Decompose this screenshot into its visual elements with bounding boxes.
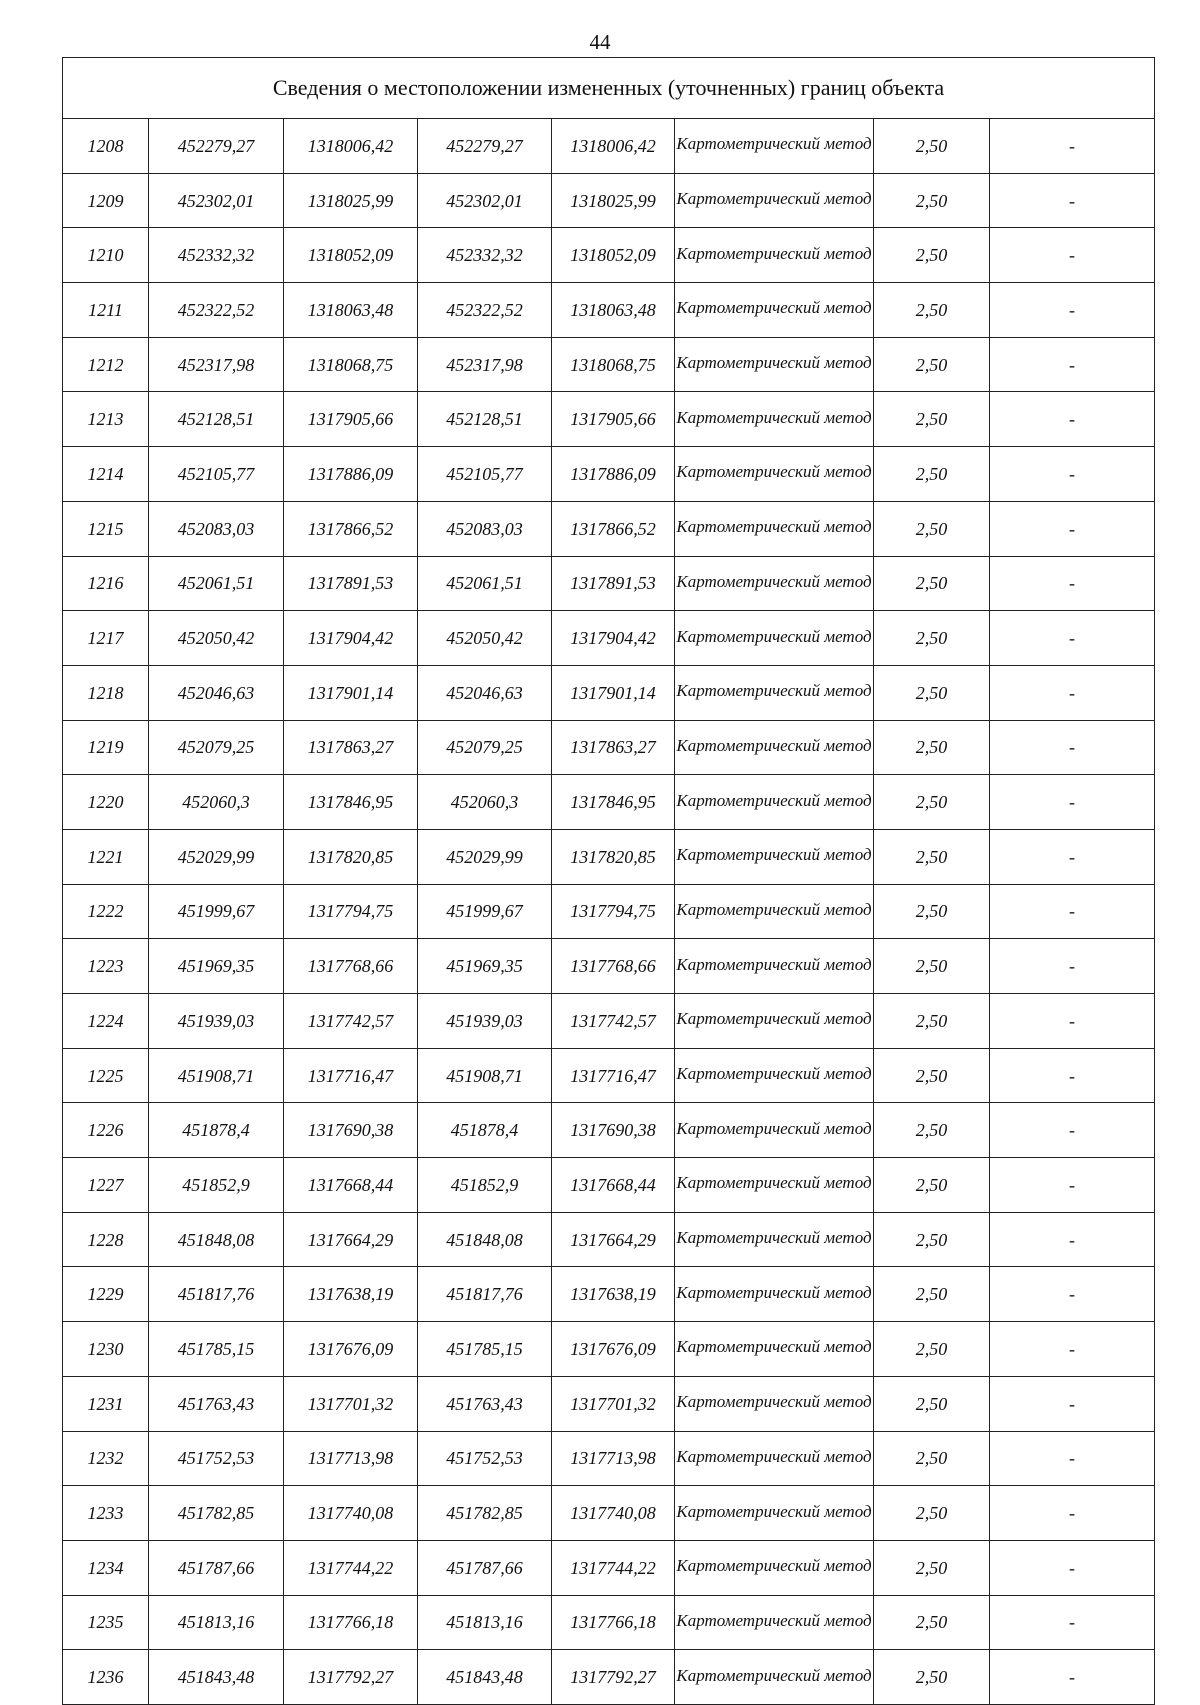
existing-x-cell: 451852,9 <box>149 1158 284 1213</box>
description-cell: - <box>990 1048 1155 1103</box>
point-number-cell: 1220 <box>63 775 149 830</box>
existing-y-cell: 1317768,66 <box>284 939 418 994</box>
refined-y-cell: 1318052,09 <box>552 228 675 283</box>
refined-x-cell: 452061,51 <box>418 556 552 611</box>
existing-x-cell: 451999,67 <box>149 884 284 939</box>
refined-y-cell: 1317905,66 <box>552 392 675 447</box>
existing-y-cell: 1317901,14 <box>284 665 418 720</box>
existing-x-cell: 451752,53 <box>149 1431 284 1486</box>
accuracy-cell: 2,50 <box>874 994 990 1049</box>
method-cell: Картометрический метод <box>675 447 874 502</box>
method-cell: Картометрический метод <box>675 1267 874 1322</box>
method-cell: Картометрический метод <box>675 228 874 283</box>
description-cell: - <box>990 1650 1155 1705</box>
existing-x-cell: 452083,03 <box>149 501 284 556</box>
method-cell: Картометрический метод <box>675 611 874 666</box>
existing-x-cell: 451817,76 <box>149 1267 284 1322</box>
description-cell: - <box>990 720 1155 775</box>
method-cell: Картометрический метод <box>675 939 874 994</box>
method-cell: Картометрический метод <box>675 1595 874 1650</box>
point-number-cell: 1226 <box>63 1103 149 1158</box>
refined-x-cell: 452317,98 <box>418 337 552 392</box>
point-number-cell: 1208 <box>63 119 149 174</box>
refined-y-cell: 1317716,47 <box>552 1048 675 1103</box>
existing-x-cell: 451782,85 <box>149 1486 284 1541</box>
description-cell: - <box>990 939 1155 994</box>
table-row <box>63 501 1155 556</box>
point-number-cell: 1213 <box>63 392 149 447</box>
description-cell: - <box>990 392 1155 447</box>
description-cell: - <box>990 994 1155 1049</box>
table-row <box>63 447 1155 502</box>
accuracy-cell: 2,50 <box>874 501 990 556</box>
table-row <box>63 884 1155 939</box>
existing-y-cell: 1317905,66 <box>284 392 418 447</box>
existing-x-cell: 452279,27 <box>149 119 284 174</box>
existing-y-cell: 1317792,27 <box>284 1650 418 1705</box>
existing-y-cell: 1317766,18 <box>284 1595 418 1650</box>
table-row <box>63 283 1155 338</box>
method-cell: Картометрический метод <box>675 556 874 611</box>
refined-y-cell: 1318068,75 <box>552 337 675 392</box>
table-row <box>63 556 1155 611</box>
method-cell: Картометрический метод <box>675 119 874 174</box>
refined-x-cell: 451782,85 <box>418 1486 552 1541</box>
refined-y-cell: 1318063,48 <box>552 283 675 338</box>
description-cell: - <box>990 173 1155 228</box>
existing-x-cell: 452046,63 <box>149 665 284 720</box>
refined-y-cell: 1317713,98 <box>552 1431 675 1486</box>
refined-x-cell: 452322,52 <box>418 283 552 338</box>
existing-y-cell: 1317716,47 <box>284 1048 418 1103</box>
existing-x-cell: 452128,51 <box>149 392 284 447</box>
method-cell: Картометрический метод <box>675 775 874 830</box>
existing-x-cell: 452079,25 <box>149 720 284 775</box>
accuracy-cell: 2,50 <box>874 1650 990 1705</box>
refined-x-cell: 451969,35 <box>418 939 552 994</box>
existing-y-cell: 1317664,29 <box>284 1212 418 1267</box>
table-row <box>63 1376 1155 1431</box>
existing-y-cell: 1318052,09 <box>284 228 418 283</box>
description-cell: - <box>990 775 1155 830</box>
existing-x-cell: 451969,35 <box>149 939 284 994</box>
method-cell: Картометрический метод <box>675 1486 874 1541</box>
description-cell: - <box>990 1431 1155 1486</box>
refined-y-cell: 1317638,19 <box>552 1267 675 1322</box>
point-number-cell: 1214 <box>63 447 149 502</box>
refined-y-cell: 1317766,18 <box>552 1595 675 1650</box>
refined-x-cell: 452079,25 <box>418 720 552 775</box>
refined-x-cell: 452302,01 <box>418 173 552 228</box>
accuracy-cell: 2,50 <box>874 1431 990 1486</box>
refined-x-cell: 451785,15 <box>418 1322 552 1377</box>
existing-x-cell: 451785,15 <box>149 1322 284 1377</box>
point-number-cell: 1232 <box>63 1431 149 1486</box>
point-number-cell: 1227 <box>63 1158 149 1213</box>
refined-y-cell: 1317901,14 <box>552 665 675 720</box>
point-number-cell: 1225 <box>63 1048 149 1103</box>
accuracy-cell: 2,50 <box>874 337 990 392</box>
existing-x-cell: 451843,48 <box>149 1650 284 1705</box>
point-number-cell: 1235 <box>63 1595 149 1650</box>
refined-y-cell: 1317886,09 <box>552 447 675 502</box>
refined-y-cell: 1317676,09 <box>552 1322 675 1377</box>
existing-x-cell: 451878,4 <box>149 1103 284 1158</box>
table-row <box>63 994 1155 1049</box>
table-body <box>63 58 1155 1705</box>
refined-x-cell: 451763,43 <box>418 1376 552 1431</box>
method-cell: Картометрический метод <box>675 829 874 884</box>
description-cell: - <box>990 1103 1155 1158</box>
accuracy-cell: 2,50 <box>874 939 990 994</box>
point-number-cell: 1218 <box>63 665 149 720</box>
method-cell: Картометрический метод <box>675 173 874 228</box>
description-cell: - <box>990 1540 1155 1595</box>
existing-x-cell: 452061,51 <box>149 556 284 611</box>
refined-x-cell: 452105,77 <box>418 447 552 502</box>
existing-x-cell: 452322,52 <box>149 283 284 338</box>
refined-x-cell: 451843,48 <box>418 1650 552 1705</box>
refined-y-cell: 1317891,53 <box>552 556 675 611</box>
table-row <box>63 665 1155 720</box>
existing-y-cell: 1317886,09 <box>284 447 418 502</box>
table-row <box>63 1650 1155 1705</box>
boundary-coordinates-table <box>62 57 1155 1705</box>
refined-y-cell: 1317866,52 <box>552 501 675 556</box>
refined-x-cell: 452083,03 <box>418 501 552 556</box>
point-number-cell: 1221 <box>63 829 149 884</box>
existing-y-cell: 1317690,38 <box>284 1103 418 1158</box>
refined-y-cell: 1317701,32 <box>552 1376 675 1431</box>
refined-x-cell: 451878,4 <box>418 1103 552 1158</box>
table-row <box>63 1595 1155 1650</box>
existing-y-cell: 1317891,53 <box>284 556 418 611</box>
existing-y-cell: 1317863,27 <box>284 720 418 775</box>
refined-y-cell: 1317768,66 <box>552 939 675 994</box>
description-cell: - <box>990 884 1155 939</box>
accuracy-cell: 2,50 <box>874 1322 990 1377</box>
accuracy-cell: 2,50 <box>874 1376 990 1431</box>
refined-y-cell: 1317846,95 <box>552 775 675 830</box>
description-cell: - <box>990 283 1155 338</box>
description-cell: - <box>990 1376 1155 1431</box>
accuracy-cell: 2,50 <box>874 1158 990 1213</box>
description-cell: - <box>990 1212 1155 1267</box>
refined-y-cell: 1318006,42 <box>552 119 675 174</box>
point-number-cell: 1234 <box>63 1540 149 1595</box>
method-cell: Картометрический метод <box>675 283 874 338</box>
refined-y-cell: 1317742,57 <box>552 994 675 1049</box>
existing-y-cell: 1317904,42 <box>284 611 418 666</box>
refined-x-cell: 451848,08 <box>418 1212 552 1267</box>
refined-x-cell: 452050,42 <box>418 611 552 666</box>
table-row <box>63 1158 1155 1213</box>
table-row <box>63 173 1155 228</box>
table-title: Сведения о местоположении измененных (уточненных) границ объекта <box>63 58 1155 119</box>
refined-x-cell: 452332,32 <box>418 228 552 283</box>
point-number-cell: 1209 <box>63 173 149 228</box>
accuracy-cell: 2,50 <box>874 1212 990 1267</box>
description-cell: - <box>990 119 1155 174</box>
method-cell: Картометрический метод <box>675 1212 874 1267</box>
accuracy-cell: 2,50 <box>874 173 990 228</box>
existing-x-cell: 452029,99 <box>149 829 284 884</box>
accuracy-cell: 2,50 <box>874 447 990 502</box>
table-row <box>63 1540 1155 1595</box>
refined-x-cell: 452046,63 <box>418 665 552 720</box>
method-cell: Картометрический метод <box>675 1322 874 1377</box>
method-cell: Картометрический метод <box>675 994 874 1049</box>
accuracy-cell: 2,50 <box>874 392 990 447</box>
accuracy-cell: 2,50 <box>874 1103 990 1158</box>
point-number-cell: 1236 <box>63 1650 149 1705</box>
accuracy-cell: 2,50 <box>874 829 990 884</box>
existing-x-cell: 451848,08 <box>149 1212 284 1267</box>
refined-y-cell: 1317664,29 <box>552 1212 675 1267</box>
existing-y-cell: 1317742,57 <box>284 994 418 1049</box>
description-cell: - <box>990 1595 1155 1650</box>
description-cell: - <box>990 228 1155 283</box>
table-row <box>63 337 1155 392</box>
refined-x-cell: 451813,16 <box>418 1595 552 1650</box>
accuracy-cell: 2,50 <box>874 119 990 174</box>
accuracy-cell: 2,50 <box>874 1540 990 1595</box>
refined-x-cell: 452128,51 <box>418 392 552 447</box>
existing-y-cell: 1318006,42 <box>284 119 418 174</box>
point-number-cell: 1219 <box>63 720 149 775</box>
existing-x-cell: 451787,66 <box>149 1540 284 1595</box>
existing-x-cell: 452105,77 <box>149 447 284 502</box>
table-row <box>63 392 1155 447</box>
method-cell: Картометрический метод <box>675 1048 874 1103</box>
point-number-cell: 1233 <box>63 1486 149 1541</box>
method-cell: Картометрический метод <box>675 501 874 556</box>
existing-y-cell: 1317744,22 <box>284 1540 418 1595</box>
point-number-cell: 1212 <box>63 337 149 392</box>
description-cell: - <box>990 337 1155 392</box>
accuracy-cell: 2,50 <box>874 884 990 939</box>
refined-x-cell: 451908,71 <box>418 1048 552 1103</box>
accuracy-cell: 2,50 <box>874 1486 990 1541</box>
table-row <box>63 228 1155 283</box>
refined-y-cell: 1317740,08 <box>552 1486 675 1541</box>
refined-y-cell: 1317794,75 <box>552 884 675 939</box>
refined-x-cell: 452279,27 <box>418 119 552 174</box>
method-cell: Картометрический метод <box>675 1540 874 1595</box>
table-row <box>63 1103 1155 1158</box>
refined-x-cell: 451752,53 <box>418 1431 552 1486</box>
refined-y-cell: 1317668,44 <box>552 1158 675 1213</box>
description-cell: - <box>990 447 1155 502</box>
table-row <box>63 1322 1155 1377</box>
refined-y-cell: 1317863,27 <box>552 720 675 775</box>
method-cell: Картометрический метод <box>675 720 874 775</box>
table-row <box>63 119 1155 174</box>
point-number-cell: 1228 <box>63 1212 149 1267</box>
method-cell: Картометрический метод <box>675 392 874 447</box>
table-row <box>63 611 1155 666</box>
description-cell: - <box>990 1267 1155 1322</box>
point-number-cell: 1211 <box>63 283 149 338</box>
method-cell: Картометрический метод <box>675 1431 874 1486</box>
point-number-cell: 1230 <box>63 1322 149 1377</box>
existing-y-cell: 1317676,09 <box>284 1322 418 1377</box>
refined-y-cell: 1317792,27 <box>552 1650 675 1705</box>
existing-x-cell: 452332,32 <box>149 228 284 283</box>
table-row <box>63 1486 1155 1541</box>
accuracy-cell: 2,50 <box>874 1595 990 1650</box>
refined-x-cell: 452060,3 <box>418 775 552 830</box>
point-number-cell: 1222 <box>63 884 149 939</box>
refined-x-cell: 451939,03 <box>418 994 552 1049</box>
point-number-cell: 1224 <box>63 994 149 1049</box>
table-row <box>63 939 1155 994</box>
refined-x-cell: 451999,67 <box>418 884 552 939</box>
existing-y-cell: 1318068,75 <box>284 337 418 392</box>
accuracy-cell: 2,50 <box>874 1048 990 1103</box>
method-cell: Картометрический метод <box>675 1158 874 1213</box>
table-row <box>63 1267 1155 1322</box>
existing-y-cell: 1317866,52 <box>284 501 418 556</box>
page-number: 44 <box>589 30 611 54</box>
existing-x-cell: 452302,01 <box>149 173 284 228</box>
existing-x-cell: 451813,16 <box>149 1595 284 1650</box>
existing-y-cell: 1317713,98 <box>284 1431 418 1486</box>
existing-y-cell: 1317668,44 <box>284 1158 418 1213</box>
refined-x-cell: 451787,66 <box>418 1540 552 1595</box>
existing-y-cell: 1317794,75 <box>284 884 418 939</box>
description-cell: - <box>990 665 1155 720</box>
refined-y-cell: 1318025,99 <box>552 173 675 228</box>
existing-x-cell: 452060,3 <box>149 775 284 830</box>
accuracy-cell: 2,50 <box>874 556 990 611</box>
accuracy-cell: 2,50 <box>874 283 990 338</box>
description-cell: - <box>990 1322 1155 1377</box>
existing-x-cell: 452317,98 <box>149 337 284 392</box>
accuracy-cell: 2,50 <box>874 720 990 775</box>
table-title-row <box>63 58 1155 119</box>
refined-x-cell: 452029,99 <box>418 829 552 884</box>
point-number-cell: 1216 <box>63 556 149 611</box>
accuracy-cell: 2,50 <box>874 611 990 666</box>
method-cell: Картометрический метод <box>675 337 874 392</box>
refined-y-cell: 1317690,38 <box>552 1103 675 1158</box>
method-cell: Картометрический метод <box>675 884 874 939</box>
refined-y-cell: 1317820,85 <box>552 829 675 884</box>
description-cell: - <box>990 1158 1155 1213</box>
point-number-cell: 1231 <box>63 1376 149 1431</box>
existing-y-cell: 1317820,85 <box>284 829 418 884</box>
point-number-cell: 1217 <box>63 611 149 666</box>
existing-y-cell: 1317740,08 <box>284 1486 418 1541</box>
existing-y-cell: 1317701,32 <box>284 1376 418 1431</box>
table-row <box>63 720 1155 775</box>
refined-y-cell: 1317744,22 <box>552 1540 675 1595</box>
accuracy-cell: 2,50 <box>874 228 990 283</box>
existing-y-cell: 1317638,19 <box>284 1267 418 1322</box>
description-cell: - <box>990 501 1155 556</box>
point-number-cell: 1215 <box>63 501 149 556</box>
description-cell: - <box>990 1486 1155 1541</box>
method-cell: Картометрический метод <box>675 1103 874 1158</box>
method-cell: Картометрический метод <box>675 1376 874 1431</box>
existing-x-cell: 451763,43 <box>149 1376 284 1431</box>
existing-y-cell: 1318063,48 <box>284 283 418 338</box>
table-row <box>63 775 1155 830</box>
table-row <box>63 1212 1155 1267</box>
accuracy-cell: 2,50 <box>874 1267 990 1322</box>
refined-x-cell: 451852,9 <box>418 1158 552 1213</box>
table-row <box>63 1048 1155 1103</box>
point-number-cell: 1223 <box>63 939 149 994</box>
existing-y-cell: 1317846,95 <box>284 775 418 830</box>
point-number-cell: 1210 <box>63 228 149 283</box>
refined-x-cell: 451817,76 <box>418 1267 552 1322</box>
accuracy-cell: 2,50 <box>874 665 990 720</box>
description-cell: - <box>990 611 1155 666</box>
method-cell: Картометрический метод <box>675 665 874 720</box>
existing-x-cell: 451908,71 <box>149 1048 284 1103</box>
method-cell: Картометрический метод <box>675 1650 874 1705</box>
refined-y-cell: 1317904,42 <box>552 611 675 666</box>
point-number-cell: 1229 <box>63 1267 149 1322</box>
table-row <box>63 1431 1155 1486</box>
existing-x-cell: 452050,42 <box>149 611 284 666</box>
accuracy-cell: 2,50 <box>874 775 990 830</box>
table-row <box>63 829 1155 884</box>
description-cell: - <box>990 829 1155 884</box>
existing-y-cell: 1318025,99 <box>284 173 418 228</box>
description-cell: - <box>990 556 1155 611</box>
existing-x-cell: 451939,03 <box>149 994 284 1049</box>
